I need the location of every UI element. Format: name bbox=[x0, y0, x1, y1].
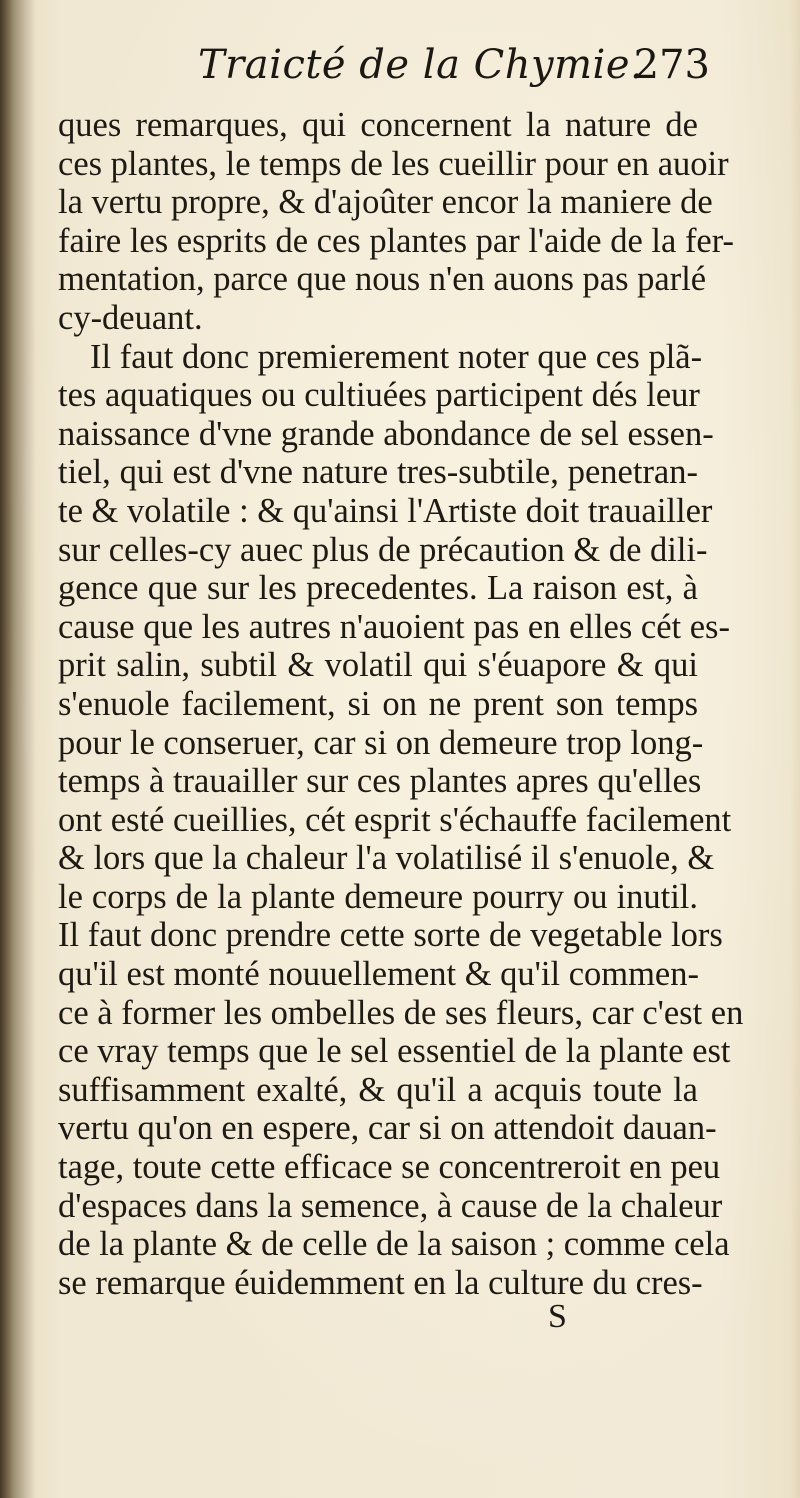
text-line: de la plante & de celle de la saison ; comme cela bbox=[58, 1225, 730, 1264]
text-line: mentation, parce que nous n'en auons pas parlé bbox=[58, 260, 707, 299]
text-line: Il faut donc premierement noter que ces plã- bbox=[90, 337, 703, 376]
text-line: d'espaces dans la semence, à cause de la chaleur bbox=[58, 1186, 723, 1225]
text-line: Il faut donc prendre cette sorte de vegetable lors bbox=[58, 916, 723, 955]
text-line: tage, toute cette efficace se concentreroit en peu bbox=[58, 1148, 721, 1187]
text-line: temps à trauailler sur ces plantes apres qu'elles bbox=[58, 762, 702, 801]
text-line: faire les esprits de ces plantes par l'aide de la fer- bbox=[58, 221, 735, 260]
text-line: & lors que la chaleur l'a volatilisé il s'enuole, & bbox=[58, 839, 715, 878]
text-line: ce vray temps que le sel essentiel de la plante est bbox=[58, 1032, 731, 1071]
text-line: vertu qu'on en espere, car si on attendoit dauan- bbox=[58, 1109, 717, 1148]
text-line: tes aquatiques ou cultiuées participent dés leur bbox=[58, 376, 700, 415]
text-line: cause que les autres n'auoient pas en elles cét es- bbox=[58, 607, 730, 646]
page-number: 273 bbox=[633, 42, 710, 88]
text-line: la vertu propre, & d'ajoûter encor la maniere de bbox=[58, 183, 713, 222]
text-line: se remarque éuidemment en la culture du cres- bbox=[58, 1263, 703, 1302]
text-line: tiel, qui est d'vne nature tres-subtile, penetran- bbox=[58, 453, 698, 492]
text-line: ques remarques, qui concernent la nature de bbox=[58, 106, 698, 144]
signature-mark: S bbox=[548, 1298, 567, 1335]
text-line: s'enuole facilement, si on ne prent son temps bbox=[58, 684, 698, 723]
text-line: ce à former les ombelles de ses fleurs, car c'est en bbox=[58, 993, 744, 1032]
text-line: naissance d'vne grande abondance de sel essen- bbox=[58, 414, 714, 453]
text-line: prit salin, subtil & volatil qui s'éuapore & qui bbox=[58, 646, 698, 685]
page-header bbox=[60, 42, 710, 102]
running-title: Traicté de la Chymie. bbox=[198, 42, 644, 88]
text-line: gence que sur les precedentes. La raison est, à bbox=[58, 569, 698, 608]
text-line: ont esté cueillies, cét esprit s'échauffe facilement bbox=[58, 800, 732, 839]
binding-gutter bbox=[0, 0, 36, 1498]
text-line: cy-deuant. bbox=[58, 298, 203, 337]
text-line: pour le conseruer, car si on demeure trop long- bbox=[58, 723, 704, 762]
text-line: te & volatile : & qu'ainsi l'Artiste doit trauailler bbox=[58, 491, 713, 530]
text-line: suffisamment exalté, & qu'il a acquis toute la bbox=[58, 1070, 698, 1109]
body-text bbox=[58, 106, 744, 1302]
text-line: ces plantes, le temps de les cueillir pour en auoir bbox=[58, 144, 729, 183]
text-line: sur celles-cy auec plus de précaution & de dili- bbox=[58, 530, 708, 569]
text-line: qu'il est monté nouuellement & qu'il commen- bbox=[58, 955, 699, 994]
text-line: le corps de la plante demeure pourry ou inutil. bbox=[58, 877, 698, 916]
